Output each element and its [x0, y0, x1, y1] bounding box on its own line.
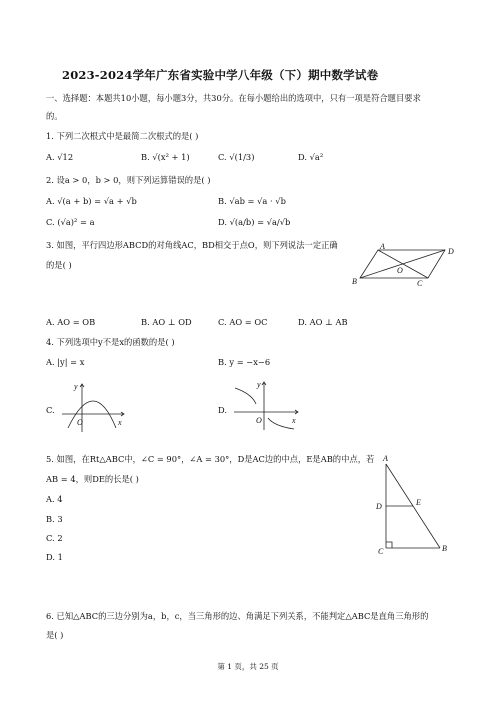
section-instruction-line2: 的。 — [46, 111, 63, 121]
q5-option-b: B. 3 — [46, 514, 63, 524]
q4-option-d: D. — [218, 405, 227, 415]
q4d-label-origin: O — [256, 416, 262, 425]
q3-option-a: A. AO = OB — [46, 317, 96, 327]
q5-stem-line1: 5. 如图，在Rt△ABC中，∠C = 90°，∠A = 30°，D是AC边的中点，E是AB的中点，若 — [46, 454, 375, 464]
q3-stem-line1: 3. 如图，平行四边形ABCD的对角线AC，BD相交于点O，则下列说法一定正确 — [46, 240, 338, 250]
q5-right-angle-mark — [386, 542, 392, 548]
q2-stem: 2. 设a > 0，b > 0，则下列运算错误的是( ) — [46, 175, 211, 185]
q3-option-d: D. AO ⊥ AB — [298, 317, 348, 327]
q2-option-d: D. √(a/b) = √a/√b — [218, 217, 291, 227]
q5-triangle-figure — [370, 452, 460, 556]
q1-option-d: D. √a² — [298, 152, 324, 162]
q6-stem-line1: 6. 已知△ABC的三边分别为a，b，c，当三角形的边、角满足下列关系，不能判定△ABC是直角三角形的 — [46, 611, 429, 621]
q4c-label-x: x — [118, 418, 122, 427]
q6-stem-line2: 是( ) — [46, 630, 64, 640]
q5-option-a: A. 4 — [46, 494, 63, 504]
q3-option-b: B. AO ⊥ OD — [141, 317, 192, 327]
page-footer: 第 1 页，共 25 页 — [217, 662, 279, 671]
q3-parallelogram-figure — [350, 240, 460, 290]
q4-option-c: C. — [46, 405, 55, 415]
q4d-curve-lower — [268, 418, 294, 429]
q3-label-d: D — [448, 247, 454, 256]
q4d-curve-upper — [235, 388, 256, 404]
q2-option-b: B. √ab = √a · √b — [218, 196, 286, 206]
q4c-label-y: y — [74, 382, 78, 391]
q3-label-o: O — [397, 266, 403, 275]
q1-option-b: B. √(x² + 1) — [141, 152, 190, 162]
q4-graph-c — [60, 376, 130, 434]
q4c-parabola-curve — [68, 401, 116, 428]
q3-label-c: C — [417, 279, 423, 288]
q1-stem: 1. 下列二次根式中是最简二次根式的是( ) — [46, 131, 199, 141]
page-title: 2023-2024学年广东省实验中学八年级（下）期中数学试卷 — [62, 68, 379, 82]
q5-label-a: A — [383, 454, 388, 463]
q2-option-a: A. √(a + b) = √a + √b — [46, 196, 137, 206]
q4-graph-d — [232, 374, 304, 432]
section-instruction-line1: 一、选择题：本题共10小题，每小题3分，共30分。在每小题给出的选项中，只有一项是符合题目要求 — [46, 93, 421, 103]
q4c-label-origin: O — [77, 418, 83, 427]
q3-option-c: C. AO = OC — [218, 317, 268, 327]
q2-option-c: C. (√a)² = a — [46, 217, 95, 227]
q3-stem-line2: 的是( ) — [46, 260, 72, 270]
q4d-label-x: x — [292, 416, 296, 425]
q5-stem-line2: AB = 4，则DE的长是( ) — [46, 474, 139, 484]
q4-option-a: A. |y| = x — [46, 357, 85, 367]
q5-label-d: D — [376, 502, 382, 511]
q3-label-a: A — [380, 242, 385, 251]
q4-stem: 4. 下列选项中y不是x的函数的是( ) — [46, 337, 175, 347]
q5-option-c: C. 2 — [46, 533, 63, 543]
q4-option-b: B. y = −x−6 — [218, 357, 271, 367]
q5-option-d: D. 1 — [46, 552, 63, 562]
q4d-label-y: y — [257, 380, 261, 389]
q1-option-c: C. √(1/3) — [218, 152, 255, 162]
q3-label-b: B — [352, 277, 357, 286]
q5-label-c: C — [378, 547, 384, 556]
q1-option-a: A. √12 — [46, 152, 74, 162]
q5-label-e: E — [416, 498, 421, 507]
q5-label-b: B — [442, 544, 447, 553]
